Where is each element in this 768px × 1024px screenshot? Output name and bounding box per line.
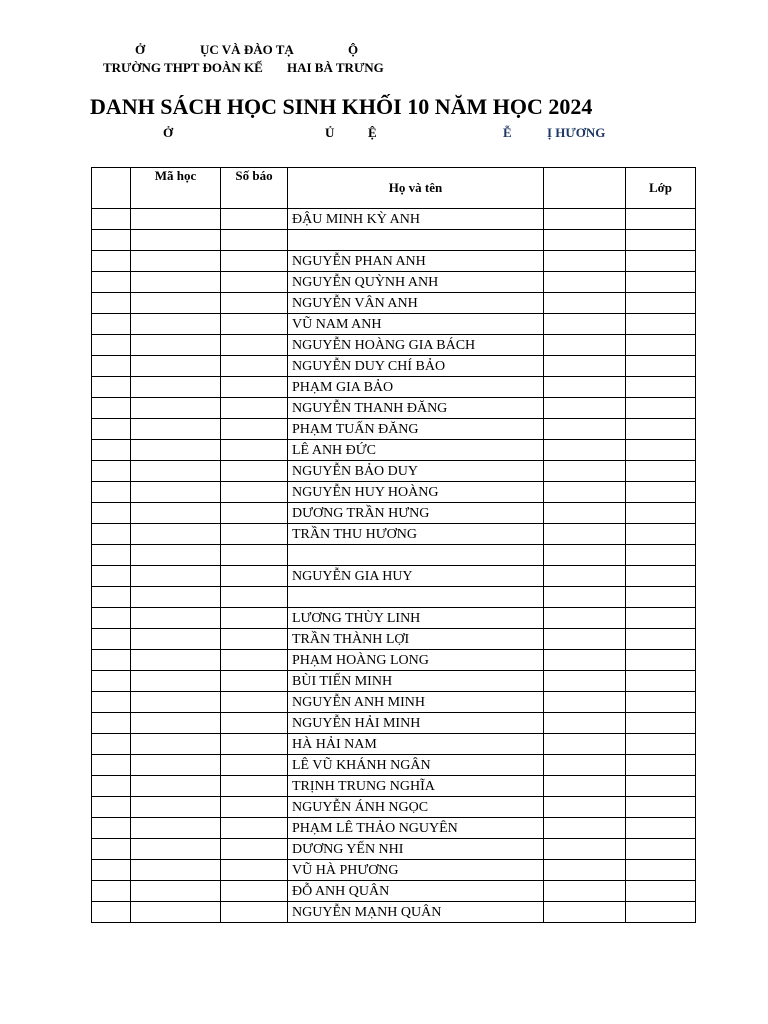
table-cell [131,839,221,860]
table-cell [626,419,696,440]
subtitle-part: Ễ [503,125,512,140]
table-cell [544,587,626,608]
subtitle-part: Ở [163,125,174,140]
table-cell [544,566,626,587]
table-cell [544,881,626,902]
table-cell [221,902,288,923]
student-name-cell: NGUYỄN PHAN ANH [288,251,544,272]
table-cell [92,335,131,356]
table-cell [131,776,221,797]
student-name-cell: VŨ NAM ANH [288,314,544,335]
table-cell [221,566,288,587]
table-cell [544,860,626,881]
table-cell [92,860,131,881]
table-cell [626,272,696,293]
table-header-row [92,168,696,209]
table-cell [626,482,696,503]
table-cell [92,776,131,797]
table-cell [626,377,696,398]
table-cell [544,797,626,818]
student-name-cell: NGUYỄN VÂN ANH [288,293,544,314]
student-name-cell: NGUYỄN BẢO DUY [288,461,544,482]
table-cell [544,839,626,860]
table-cell [131,860,221,881]
table-row [92,629,696,650]
table-cell [626,755,696,776]
table-row [92,818,696,839]
table-cell [131,587,221,608]
column-header-exam-number: Số báo [221,168,288,209]
student-name-cell: PHẠM TUẤN ĐĂNG [288,419,544,440]
column-header [544,168,626,209]
table-row [92,503,696,524]
table-cell [221,272,288,293]
table-cell [131,209,221,230]
table-cell [131,797,221,818]
table-cell [221,545,288,566]
table-cell [221,671,288,692]
table-cell [92,377,131,398]
table-cell [131,419,221,440]
table-cell [626,398,696,419]
student-name-cell: LƯƠNG THÙY LINH [288,608,544,629]
subtitle-part: Ủ [325,125,335,140]
table-cell [221,335,288,356]
table-cell [544,818,626,839]
table-cell [544,671,626,692]
table-cell [626,230,696,251]
student-name-cell: DƯƠNG YẾN NHI [288,839,544,860]
table-cell [221,713,288,734]
table-row [92,251,696,272]
table-cell [92,356,131,377]
table-cell [131,503,221,524]
table-cell [221,503,288,524]
table-cell [626,671,696,692]
table-cell [221,755,288,776]
table-cell [131,881,221,902]
table-row [92,608,696,629]
table-cell [92,566,131,587]
table-cell [131,482,221,503]
student-name-cell: ĐẬU MINH KỲ ANH [288,209,544,230]
table-cell [626,335,696,356]
table-cell [626,209,696,230]
table-row [92,209,696,230]
table-cell [544,650,626,671]
student-name-cell: DƯƠNG TRẦN HƯNG [288,503,544,524]
table-cell [221,797,288,818]
school-header [0,60,768,76]
student-name-cell: PHẠM HOÀNG LONG [288,650,544,671]
table-row [92,440,696,461]
table-cell [92,503,131,524]
table-row [92,482,696,503]
table-row [92,524,696,545]
table-row [92,755,696,776]
table-cell [544,419,626,440]
column-header [92,168,131,209]
dept-header-part: Ở [135,42,146,57]
table-cell [131,818,221,839]
column-header-class: Lớp [626,168,696,209]
table-row [92,461,696,482]
student-name-cell [288,545,544,566]
table-cell [544,524,626,545]
table-cell [221,818,288,839]
student-name-cell: TRẦN THÀNH LỢI [288,629,544,650]
table-cell [92,755,131,776]
table-row [92,272,696,293]
table-cell [626,503,696,524]
table-cell [131,230,221,251]
subtitle [0,125,768,143]
student-name-cell: NGUYỄN ÁNH NGỌC [288,797,544,818]
table-cell [626,461,696,482]
student-name-cell: ĐỖ ANH QUÂN [288,881,544,902]
table-cell [544,713,626,734]
table-cell [544,356,626,377]
table-cell [221,776,288,797]
table-cell [626,566,696,587]
table-cell [544,629,626,650]
dept-header-part: ỤC VÀ ĐÀO TẠ [200,42,294,57]
student-name-cell: HÀ HẢI NAM [288,734,544,755]
table-cell [626,818,696,839]
table-cell [626,902,696,923]
table-cell [92,440,131,461]
table-cell [221,482,288,503]
table-cell [131,608,221,629]
table-cell [92,398,131,419]
table-row [92,692,696,713]
table-cell [626,797,696,818]
table-cell [221,293,288,314]
table-cell [92,881,131,902]
table-cell [131,524,221,545]
table-cell [544,461,626,482]
table-cell [92,293,131,314]
table-cell [626,251,696,272]
table-cell [544,503,626,524]
table-cell [131,356,221,377]
table-cell [221,461,288,482]
table-row [92,881,696,902]
student-name-cell [288,587,544,608]
student-name-cell: TRẦN THU HƯƠNG [288,524,544,545]
student-name-cell: TRỊNH TRUNG NGHĨA [288,776,544,797]
table-cell [131,566,221,587]
table-cell [544,335,626,356]
table-row [92,314,696,335]
table-cell [131,251,221,272]
student-name-cell: LÊ ANH ĐỨC [288,440,544,461]
table-cell [544,482,626,503]
table-cell [92,482,131,503]
table-cell [544,734,626,755]
table-row [92,419,696,440]
student-name-cell: PHẠM LÊ THẢO NGUYÊN [288,818,544,839]
table-row [92,776,696,797]
table-cell [131,398,221,419]
table-row [92,797,696,818]
table-cell [92,587,131,608]
table-row [92,398,696,419]
table-cell [131,671,221,692]
table-row [92,860,696,881]
table-cell [221,692,288,713]
student-name-cell: BÙI TIẾN MINH [288,671,544,692]
table-cell [92,272,131,293]
student-name-cell: NGUYỄN DUY CHÍ BẢO [288,356,544,377]
dept-header-part: Ộ [348,42,359,57]
student-name-cell: PHẠM GIA BẢO [288,377,544,398]
table-cell [544,293,626,314]
table-cell [544,440,626,461]
table-cell [221,440,288,461]
table-cell [544,398,626,419]
table-cell [131,692,221,713]
table-row [92,377,696,398]
student-name-cell: NGUYỄN THANH ĐĂNG [288,398,544,419]
table-cell [92,650,131,671]
table-cell [92,314,131,335]
table-cell [221,587,288,608]
student-name-cell: NGUYỄN QUỲNH ANH [288,272,544,293]
table-cell [221,398,288,419]
school-header-part: TRƯỜNG THPT ĐOÀN KẾ [103,60,263,75]
table-cell [221,608,288,629]
table-cell [92,797,131,818]
table-cell [131,461,221,482]
table-row [92,230,696,251]
table-cell [626,776,696,797]
table-cell [544,377,626,398]
table-cell [92,251,131,272]
table-cell [221,377,288,398]
table-cell [626,314,696,335]
table-cell [626,881,696,902]
table-row [92,671,696,692]
table-cell [544,314,626,335]
table-cell [131,440,221,461]
table-row [92,734,696,755]
column-header-full-name: Họ và tên [288,168,544,209]
table-cell [131,377,221,398]
table-row [92,587,696,608]
table-cell [221,230,288,251]
table-row [92,839,696,860]
table-row [92,545,696,566]
table-cell [626,524,696,545]
table-cell [221,860,288,881]
student-name-cell: NGUYỄN ANH MINH [288,692,544,713]
table-cell [221,356,288,377]
table-cell [626,440,696,461]
table-cell [131,755,221,776]
table-cell [544,776,626,797]
table-cell [544,608,626,629]
table-cell [544,251,626,272]
table-cell [221,209,288,230]
student-name-cell: NGUYỄN HUY HOÀNG [288,482,544,503]
table-cell [131,734,221,755]
table-cell [544,902,626,923]
table-cell [221,839,288,860]
student-name-cell: NGUYỄN HẢI MINH [288,713,544,734]
student-table [91,167,696,923]
table-cell [544,209,626,230]
table-cell [221,524,288,545]
table-cell [221,419,288,440]
table-row [92,356,696,377]
table-cell [626,860,696,881]
table-cell [626,692,696,713]
student-name-cell [288,230,544,251]
table-row [92,293,696,314]
table-row [92,566,696,587]
table-cell [221,314,288,335]
table-cell [626,650,696,671]
table-row [92,902,696,923]
table-cell [92,230,131,251]
table-cell [544,755,626,776]
table-cell [221,251,288,272]
student-name-cell: NGUYỄN HOÀNG GIA BÁCH [288,335,544,356]
table-cell [626,545,696,566]
table-cell [626,293,696,314]
table-cell [131,713,221,734]
table-cell [131,629,221,650]
table-cell [92,839,131,860]
table-cell [92,545,131,566]
table-cell [221,629,288,650]
table-cell [221,650,288,671]
table-cell [221,881,288,902]
table-cell [92,902,131,923]
subtitle-part: Ị HƯƠNG [547,125,606,140]
table-row [92,713,696,734]
student-name-cell: VŨ HÀ PHƯƠNG [288,860,544,881]
table-cell [221,734,288,755]
table-cell [92,419,131,440]
dept-header [0,42,768,58]
table-row [92,335,696,356]
table-cell [544,230,626,251]
table-cell [131,650,221,671]
table-cell [626,839,696,860]
table-cell [92,629,131,650]
table-cell [626,356,696,377]
student-name-cell: NGUYỄN MẠNH QUÂN [288,902,544,923]
page-title: DANH SÁCH HỌC SINH KHỐI 10 NĂM HỌC 2024 [90,94,593,119]
table-cell [92,713,131,734]
table-cell [544,272,626,293]
table-cell [544,692,626,713]
table-cell [131,293,221,314]
table-cell [131,272,221,293]
column-header-student-id: Mã học [131,168,221,209]
table-cell [131,545,221,566]
table-cell [626,629,696,650]
table-cell [626,713,696,734]
school-header-part: HAI BÀ TRƯNG [287,60,384,75]
table-cell [92,608,131,629]
student-name-cell: LÊ VŨ KHÁNH NGÂN [288,755,544,776]
table-cell [626,608,696,629]
table-cell [92,461,131,482]
table-cell [92,818,131,839]
table-cell [626,734,696,755]
table-cell [92,209,131,230]
table-cell [131,902,221,923]
table-row [92,650,696,671]
table-cell [131,314,221,335]
table-cell [544,545,626,566]
table-cell [92,734,131,755]
table-cell [92,692,131,713]
table-cell [92,671,131,692]
table-cell [626,587,696,608]
table-cell [92,524,131,545]
table-cell [131,335,221,356]
subtitle-part: Ệ [368,125,377,140]
student-name-cell: NGUYỄN GIA HUY [288,566,544,587]
